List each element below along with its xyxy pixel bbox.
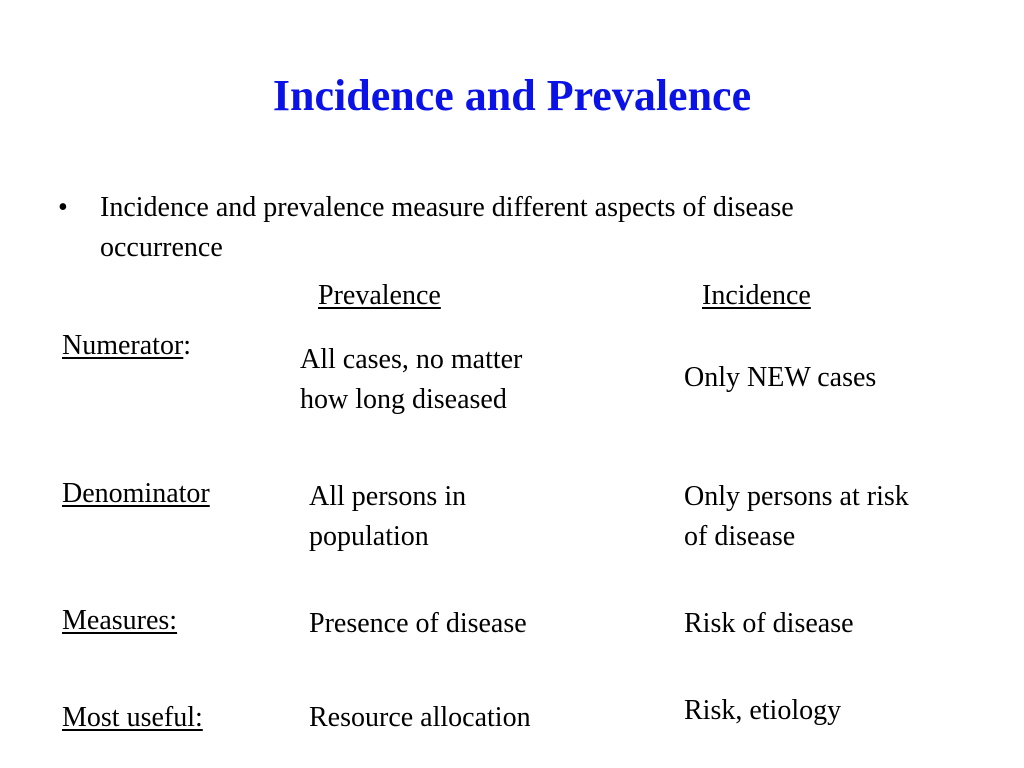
numerator-prevalence-line-1: All cases, no matter: [300, 344, 523, 375]
denominator-incidence-line-2: of disease: [684, 521, 796, 552]
bullet-text: [100, 188, 960, 268]
measures-prevalence: Presence of disease: [309, 608, 527, 639]
denominator-prevalence-line-1: All persons in: [309, 481, 467, 512]
row-label-numerator: [62, 326, 191, 366]
bullet-text-line-1: Incidence and prevalence measure different aspects of disease: [100, 192, 794, 223]
numerator-incidence: Only NEW cases: [684, 362, 877, 393]
most-useful-incidence: Risk, etiology: [684, 695, 842, 726]
column-header-prevalence: Prevalence: [318, 280, 441, 311]
column-header-incidence: Incidence: [702, 280, 811, 311]
row-label-numerator-colon: :: [183, 330, 192, 361]
denominator-prevalence-line-2: population: [309, 521, 429, 552]
row-label-denominator: Denominator: [62, 478, 210, 509]
bullet-marker: •: [58, 192, 68, 223]
most-useful-prevalence: Resource allocation: [309, 702, 531, 733]
numerator-prevalence-line-2: how long diseased: [300, 384, 507, 415]
row-label-measures: Measures:: [62, 605, 178, 636]
bullet-text-line-2: occurrence: [100, 232, 223, 263]
denominator-incidence-line-1: Only persons at risk: [684, 481, 909, 512]
row-label-most-useful: Most useful:: [62, 702, 203, 733]
measures-incidence: Risk of disease: [684, 608, 854, 639]
slide-title: Incidence and Prevalence: [272, 71, 752, 120]
row-label-numerator-text: Numerator: [62, 330, 184, 361]
